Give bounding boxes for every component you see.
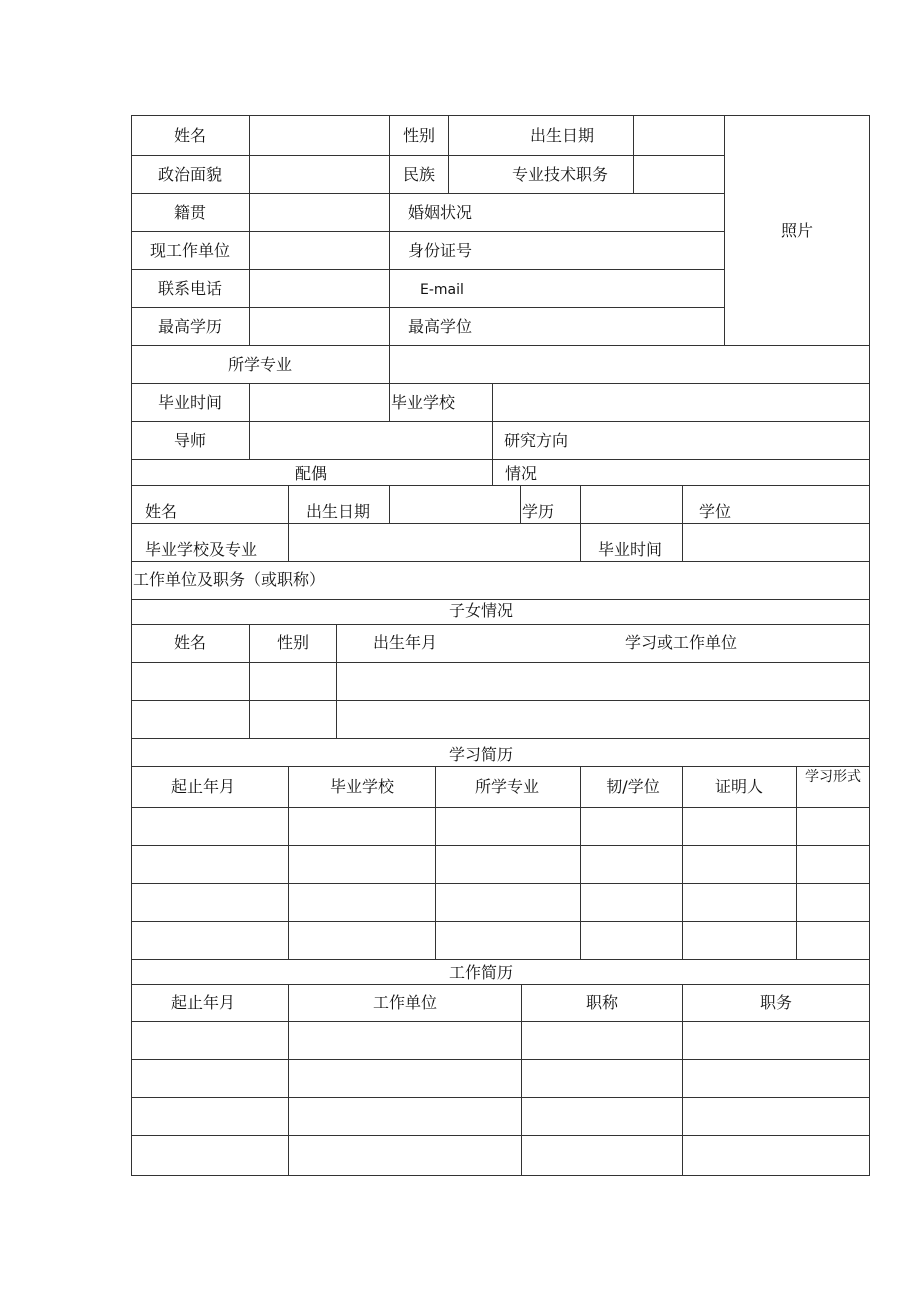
rule xyxy=(724,115,725,345)
rule xyxy=(288,984,289,1175)
rule xyxy=(131,231,724,232)
rule xyxy=(131,883,870,884)
id-number-label: 身份证号 xyxy=(408,241,473,260)
current-employer-label: 现工作单位 xyxy=(149,241,231,260)
rule xyxy=(131,485,870,486)
photo-label: 照片 xyxy=(780,221,814,240)
rule xyxy=(131,1059,870,1060)
study-section-title: 学习简历 xyxy=(448,745,514,764)
rule xyxy=(131,738,870,739)
work-col-title: 职称 xyxy=(585,993,619,1012)
rule xyxy=(682,766,683,959)
professional-title-label: 专业技术职务 xyxy=(511,165,609,184)
rule xyxy=(288,766,289,959)
rule xyxy=(131,1097,870,1098)
rule xyxy=(796,766,797,959)
rule xyxy=(131,921,870,922)
phone-label: 联系电话 xyxy=(157,279,223,298)
research-direction-label: 研究方向 xyxy=(504,431,569,450)
rule xyxy=(131,155,724,156)
gender-label: 性别 xyxy=(402,126,436,145)
rule xyxy=(131,307,724,308)
spouse-work-label: 工作单位及职务（或职称） xyxy=(133,570,326,589)
rule xyxy=(131,421,870,422)
highest-degree-label: 最高学位 xyxy=(408,317,473,336)
study-col-period: 起止年月 xyxy=(170,777,236,796)
rule xyxy=(131,599,870,600)
rule xyxy=(682,485,683,561)
rule xyxy=(131,984,870,985)
rule xyxy=(633,115,634,193)
rule xyxy=(288,485,289,561)
rule xyxy=(435,766,436,959)
children-col-birth: 出生年月 xyxy=(372,633,438,652)
rule xyxy=(131,959,870,960)
rule xyxy=(131,624,870,625)
rule xyxy=(580,766,581,959)
rule xyxy=(131,523,870,524)
rule xyxy=(131,115,870,116)
advisor-label: 导师 xyxy=(173,431,207,450)
rule xyxy=(492,383,493,485)
major-label: 所学专业 xyxy=(227,355,293,374)
spouse-school-major-label: 毕业学校及专业 xyxy=(145,540,258,559)
rule xyxy=(131,383,870,384)
rule xyxy=(249,624,250,738)
rule xyxy=(869,115,870,1176)
rule xyxy=(389,485,390,523)
rule xyxy=(520,485,521,523)
native-place-label: 籍贯 xyxy=(173,203,207,222)
rule xyxy=(389,115,390,421)
work-col-employer: 工作单位 xyxy=(372,993,438,1012)
spouse-header-left: 配偶 xyxy=(294,464,328,483)
rule xyxy=(131,459,870,460)
rule xyxy=(249,115,250,345)
study-col-degree: 韧/学位 xyxy=(606,777,660,796)
work-section-title: 工作简历 xyxy=(448,963,514,982)
rule xyxy=(131,269,724,270)
rule xyxy=(521,984,522,1175)
children-col-school-work: 学习或工作单位 xyxy=(624,633,738,652)
study-col-major: 所学专业 xyxy=(474,777,540,796)
study-col-school: 毕业学校 xyxy=(329,777,395,796)
political-status-label: 政治面貌 xyxy=(157,165,223,184)
children-col-name: 姓名 xyxy=(173,633,207,652)
rule xyxy=(448,115,449,193)
rule xyxy=(131,1175,870,1176)
spouse-name-label: 姓名 xyxy=(145,502,178,521)
rule xyxy=(131,1135,870,1136)
name-label: 姓名 xyxy=(173,126,207,145)
spouse-degree-label: 学位 xyxy=(699,502,732,521)
rule xyxy=(131,700,870,701)
work-col-period: 起止年月 xyxy=(170,993,236,1012)
rule xyxy=(131,845,870,846)
work-col-position: 职务 xyxy=(759,993,793,1012)
rule xyxy=(131,345,870,346)
children-col-gender: 性别 xyxy=(276,633,310,652)
spouse-birth-date-label: 出生日期 xyxy=(306,502,371,521)
rule xyxy=(131,561,870,562)
email-label: E-mail xyxy=(420,282,464,298)
rule xyxy=(131,807,870,808)
rule xyxy=(682,984,683,1175)
rule xyxy=(131,662,870,663)
highest-education-label: 最高学历 xyxy=(157,317,223,336)
spouse-graduation-time-label: 毕业时间 xyxy=(598,540,663,559)
marital-status-label: 婚姻状况 xyxy=(408,203,473,222)
rule xyxy=(131,766,870,767)
graduation-school-label: 毕业学校 xyxy=(391,393,456,412)
rule xyxy=(580,485,581,561)
rule xyxy=(131,115,132,1176)
rule xyxy=(131,1021,870,1022)
spouse-header-right: 情况 xyxy=(505,464,538,483)
rule xyxy=(131,193,724,194)
rule xyxy=(336,624,337,738)
graduation-time-label: 毕业时间 xyxy=(157,393,223,412)
ethnicity-label: 民族 xyxy=(402,165,436,184)
birth-date-label: 出生日期 xyxy=(529,126,595,145)
study-col-form: 学习形式 xyxy=(805,769,861,785)
children-section-title: 子女情况 xyxy=(448,601,514,620)
spouse-education-label: 学历 xyxy=(522,502,555,521)
study-col-witness: 证明人 xyxy=(714,777,764,796)
rule xyxy=(249,383,250,459)
